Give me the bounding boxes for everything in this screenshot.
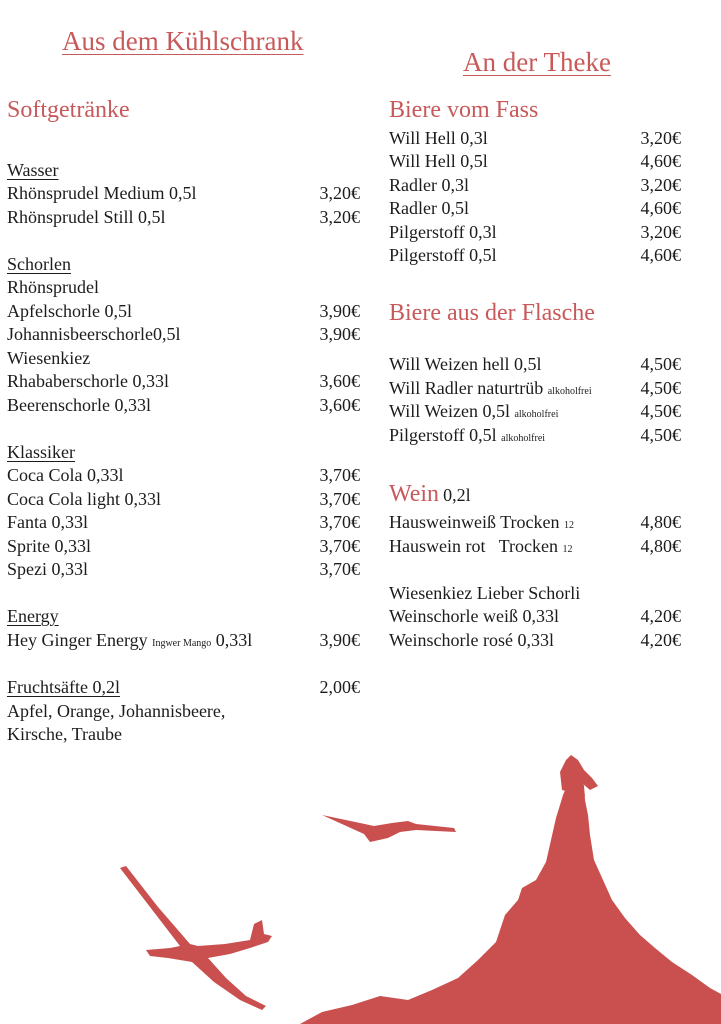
menu-item-name: Spezi 0,33l — [7, 559, 88, 579]
menu-item-price: 3,20€ — [640, 222, 681, 242]
menu-item-name: Hausweinweiß Trocken — [389, 512, 560, 532]
fruchtsaefte-varieties-line: Kirsche, Traube — [7, 724, 122, 744]
flasche-title: Biere aus der Flasche — [389, 300, 595, 326]
menu-item-name: Coca Cola light 0,33l — [7, 489, 161, 509]
menu-item-name: Rhönsprudel Medium 0,5l — [7, 183, 197, 203]
menu-item-name: Will Radler naturtrüb — [389, 378, 544, 398]
menu-item-price: 3,90€ — [319, 630, 360, 650]
energy-heading: Energy — [7, 606, 59, 626]
menu-item-name: Apfelschorle 0,5l — [7, 301, 132, 321]
menu-item-name: Pilgerstoff 0,5l — [389, 425, 497, 445]
menu-item-name: Pilgerstoff 0,5l — [389, 245, 497, 265]
menu-item-price: 3,20€ — [319, 207, 360, 227]
menu-item-note: alkoholfrei — [514, 409, 559, 420]
wasser-heading: Wasser — [7, 160, 59, 180]
menu-item-name: Beerenschorle 0,33l — [7, 395, 151, 415]
mountain-rock-illustration — [300, 778, 721, 1024]
menu-item-name: Johannisbeerschorle0,5l — [7, 324, 181, 344]
klassiker-heading: Klassiker — [7, 442, 75, 462]
flasche-item — [389, 424, 545, 451]
schorlen-heading: Schorlen — [7, 254, 71, 274]
schorlen-sub-rhoensprudel: Rhönsprudel — [7, 277, 99, 297]
menu-item-price: 3,70€ — [319, 489, 360, 509]
menu-item-price: 3,20€ — [640, 128, 681, 148]
menu-item-price: 3,90€ — [319, 301, 360, 321]
small-glider-illustration — [322, 815, 456, 842]
schorli-heading: Wiesenkiez Lieber Schorli — [389, 583, 581, 603]
wein-title-size: 0,2l — [443, 485, 471, 505]
fass-title: Biere vom Fass — [389, 97, 539, 123]
menu-item-price: 3,70€ — [319, 536, 360, 556]
menu-item-name: Weinschorle weiß 0,33l — [389, 606, 560, 626]
menu-item-price: 4,60€ — [640, 245, 681, 265]
menu-item-price: 4,50€ — [640, 401, 681, 421]
menu-item-price: 4,80€ — [640, 512, 681, 532]
menu-item-price: 3,70€ — [319, 512, 360, 532]
menu-item-name: Will Hell 0,3l — [389, 128, 488, 148]
fruchtsaefte-price: 2,00€ — [319, 677, 360, 697]
right-header: An der Theke — [463, 47, 611, 77]
menu-item-name: Weinschorle rosé 0,33l — [389, 630, 555, 650]
fruchtsaefte-heading: Fruchtsäfte 0,2l — [7, 677, 120, 697]
large-glider-illustration — [120, 866, 272, 1010]
menu-item-name: Rhönsprudel Still 0,5l — [7, 207, 166, 227]
flasche-item — [389, 353, 541, 377]
statue-icon — [560, 755, 598, 796]
menu-item-price: 4,20€ — [640, 606, 681, 626]
menu-item-name: Will Weizen 0,5l — [389, 401, 510, 421]
menu-item-price: 4,60€ — [640, 198, 681, 218]
energy-item — [7, 629, 252, 656]
menu-item-note: Ingwer Mango — [152, 638, 212, 649]
menu-item-price: 3,20€ — [640, 175, 681, 195]
flasche-item — [389, 400, 558, 427]
menu-item-price: 3,90€ — [319, 324, 360, 344]
menu-item-note: 12 — [562, 544, 573, 555]
schorlen-sub-wiesenkiez: Wiesenkiez — [7, 348, 91, 368]
menu-item-name: Rhababerschorle 0,33l — [7, 371, 169, 391]
wein-item — [389, 535, 573, 562]
menu-item-price: 4,80€ — [640, 536, 681, 556]
menu-item-name: Fanta 0,33l — [7, 512, 88, 532]
decorative-artwork — [0, 740, 721, 1024]
menu-item-name: Sprite 0,33l — [7, 536, 91, 556]
menu-item-size: 0,33l — [215, 630, 253, 650]
menu-item-price: 3,70€ — [319, 465, 360, 485]
wein-title-text: Wein — [389, 481, 440, 507]
menu-item-price: 4,20€ — [640, 630, 681, 650]
menu-item-name: Coca Cola 0,33l — [7, 465, 124, 485]
menu-item-name: Pilgerstoff 0,3l — [389, 222, 497, 242]
menu-item-price: 4,50€ — [640, 425, 681, 445]
menu-item-price: 4,50€ — [640, 378, 681, 398]
menu-item-note: alkoholfrei — [501, 433, 546, 444]
menu-item-note: alkoholfrei — [547, 386, 592, 397]
fruchtsaefte-varieties-line: Apfel, Orange, Johannisbeere, — [7, 701, 226, 721]
menu-item-price: 3,60€ — [319, 395, 360, 415]
menu-item-name: Hey Ginger Energy — [7, 630, 148, 650]
softgetraenke-title: Softgetränke — [7, 97, 130, 123]
menu-item-name: Radler 0,3l — [389, 175, 469, 195]
menu-item-price: 3,70€ — [319, 559, 360, 579]
menu-item-name: Will Hell 0,5l — [389, 151, 488, 171]
left-header: Aus dem Kühlschrank — [62, 26, 304, 56]
menu-item-price: 3,20€ — [319, 183, 360, 203]
menu-item-name: Radler 0,5l — [389, 198, 469, 218]
menu-item-price: 4,60€ — [640, 151, 681, 171]
menu-item-name: Hauswein rot Trocken — [389, 536, 558, 556]
menu-item-note: 12 — [563, 520, 574, 531]
wein-item — [389, 511, 574, 538]
menu-item-price: 4,50€ — [640, 354, 681, 374]
menu-item-price: 3,60€ — [319, 371, 360, 391]
wein-title — [389, 481, 471, 508]
menu-item-name: Will Weizen hell 0,5l — [389, 354, 542, 374]
